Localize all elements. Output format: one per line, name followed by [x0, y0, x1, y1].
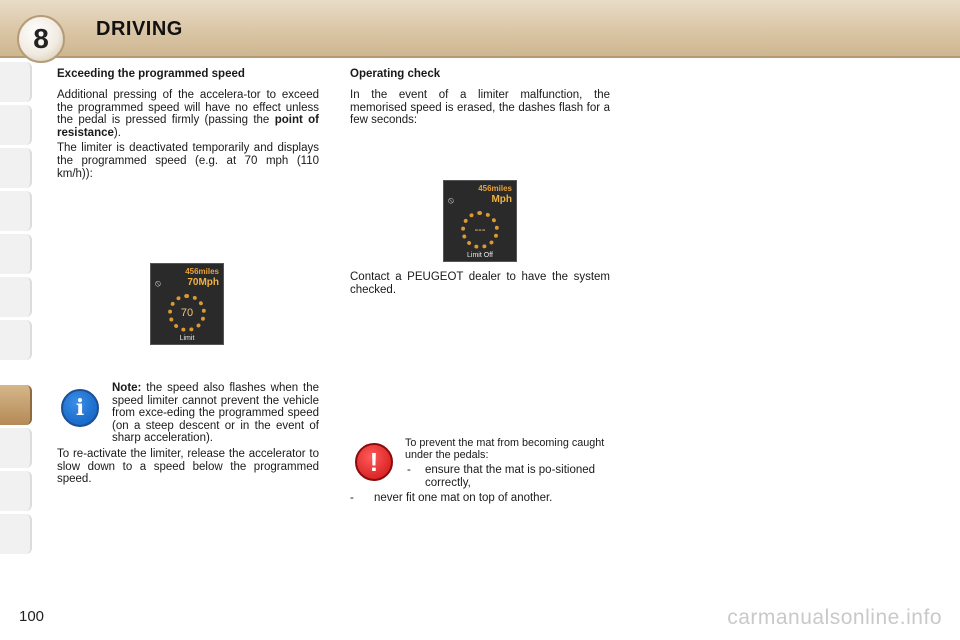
chapter-number-badge: 8 — [17, 15, 65, 63]
paragraph: Contact a PEUGEOT dealer to have the system checked. — [350, 271, 610, 296]
speed-readout: 70Mph — [187, 277, 219, 288]
speed-readout: Mph — [491, 194, 512, 205]
warning-bullet: - never fit one mat on top of another. — [350, 492, 553, 505]
paragraph: The limiter is deactivated temporarily and displays the programmed speed (e.g. at 70 mph (110 km/h)): — [57, 142, 319, 180]
paragraph — [57, 89, 319, 139]
note-paragraph — [112, 382, 319, 445]
limiter-display-off — [443, 180, 517, 262]
paragraph-text: Additional pressing of the accelera-tor to exceed the programmed speed will have no effect unless the pedal is pressed firmly (passing the — [57, 89, 319, 127]
chapter-tab[interactable] — [0, 428, 32, 468]
speed-gauge: 70 — [168, 294, 206, 332]
chapter-tab[interactable] — [0, 148, 32, 188]
info-icon: i — [61, 389, 99, 427]
note-label: Note: — [112, 382, 142, 394]
chapter-tab[interactable] — [0, 62, 32, 102]
limiter-symbol-icon: ⦸ — [155, 278, 161, 288]
right-column — [350, 68, 610, 130]
bullet-text: never fit one mat on top of another. — [374, 492, 553, 505]
note-paragraph: To re-activate the limiter, release the accelerator to slow down to a speed below the programmed speed. — [57, 447, 319, 486]
chapter-title: DRIVING — [96, 18, 183, 40]
limiter-symbol-icon: ⦸ — [448, 195, 454, 205]
section-heading: Exceeding the programmed speed — [57, 68, 245, 80]
watermark: carmanualsonline.info — [727, 606, 942, 629]
odometer-readout: 456miles — [478, 184, 512, 193]
warning-bullet: - ensure that the mat is po-sitioned correctly, — [407, 464, 610, 489]
speed-gauge: --- — [461, 211, 499, 249]
paragraph-text: ). — [113, 126, 121, 139]
dealer-advice — [350, 271, 610, 299]
note-text: the speed also flashes when the speed limiter cannot prevent the vehicle from exce-eding the programmed speed (on a steep descent or in the event of sharp acceleration). — [112, 382, 320, 445]
section-heading: Operating check — [350, 68, 441, 80]
chapter-tab[interactable] — [0, 277, 32, 317]
chapter-tab-active[interactable] — [0, 385, 32, 425]
chapter-tab[interactable] — [0, 191, 32, 231]
page-number: 100 — [19, 608, 45, 625]
limiter-display-70 — [150, 263, 224, 345]
chapter-tab[interactable] — [0, 234, 32, 274]
note-block — [57, 382, 319, 489]
header-rule — [0, 56, 960, 58]
chapter-tab[interactable] — [0, 105, 32, 145]
chapter-tab[interactable] — [0, 471, 32, 511]
bullet-text: ensure that the mat is po-sitioned correctly, — [425, 464, 596, 489]
warning-block — [350, 437, 610, 505]
odometer-readout: 456miles — [185, 267, 219, 276]
chapter-tab[interactable] — [0, 320, 32, 360]
limiter-state: Limit — [179, 335, 195, 342]
left-column — [57, 68, 319, 183]
paragraph: In the event of a limiter malfunction, the memorised speed is erased, the dashes flash for a few seconds: — [350, 89, 610, 127]
chapter-tabs — [0, 62, 34, 572]
warning-intro: To prevent the mat from becoming caught under the pedals: — [405, 437, 605, 461]
limiter-state: Limit Off — [467, 252, 493, 259]
chapter-tab[interactable] — [0, 514, 32, 554]
bold-term: point of resistance — [57, 114, 320, 139]
warning-icon: ! — [355, 443, 393, 481]
